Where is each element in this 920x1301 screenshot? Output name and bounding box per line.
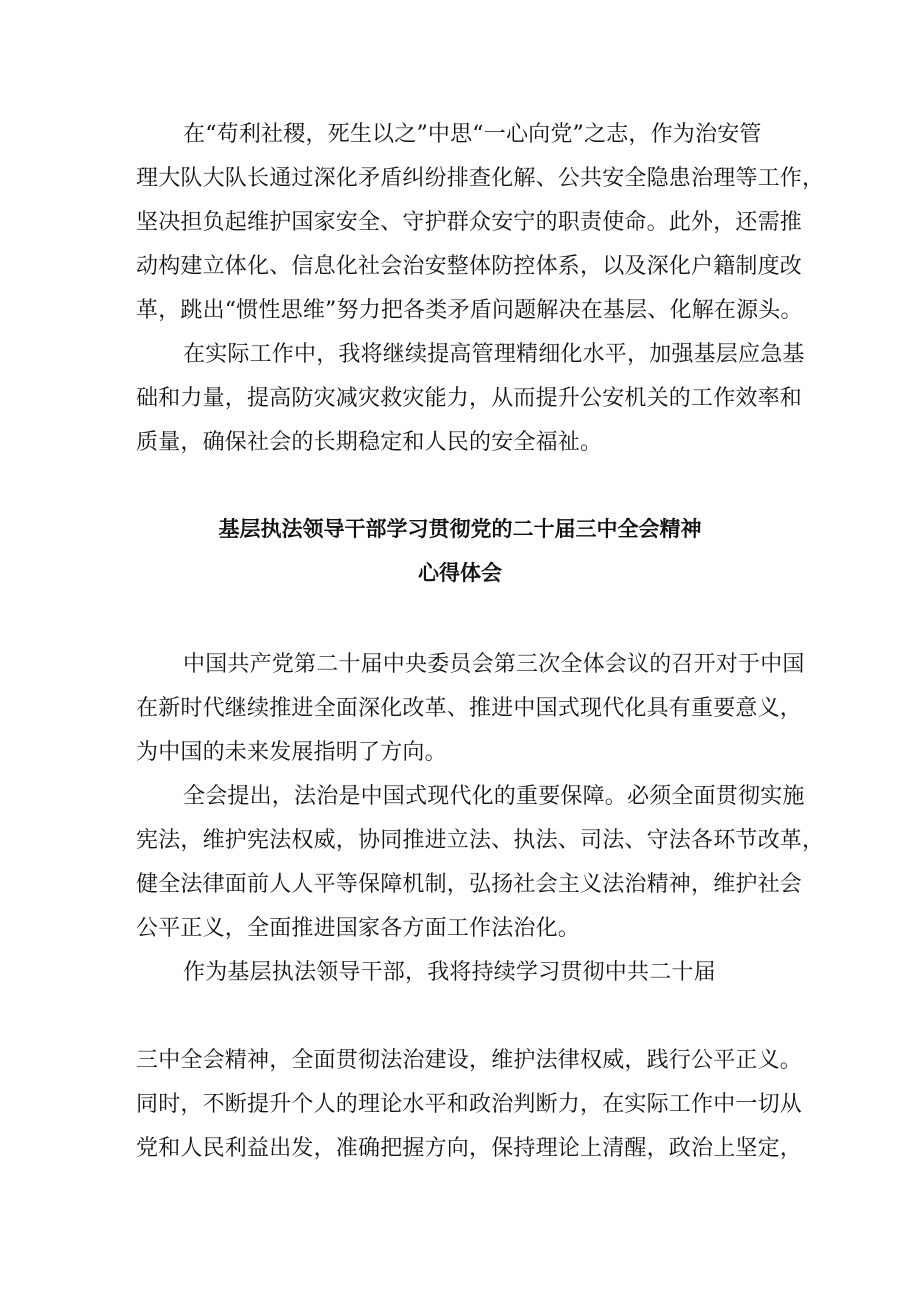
paragraph-line: 理大队大队长通过深化矛盾纠纷排查化解、公共安全隐患治理等工作，: [136, 166, 825, 191]
paragraph-line: 在“苟利社稷，死生以之”中思“一心向党”之志，作为治安管: [183, 122, 762, 147]
article-title: 基层执法领导干部学习贯彻党的二十届三中全会精神: [218, 517, 702, 541]
paragraph-line: 健全法律面前人人平等保障机制，弘扬社会主义法治精神，维护社会: [136, 872, 803, 897]
paragraph-line: 动构建立体化、信息化社会治安整体防控体系，以及深化户籍制度改: [136, 254, 803, 279]
paragraph-line: 同时，不断提升个人的理论水平和政治判断力，在实际工作中一切从: [136, 1092, 803, 1117]
paragraph-line: 中国共产党第二十届中央委员会第三次全体会议的召开对于中国: [183, 652, 805, 677]
paragraph-line: 在新时代继续推进全面深化改革、推进中国式现代化具有重要意义，: [136, 696, 803, 721]
paragraph-line: 公平正义，全面推进国家各方面工作法治化。: [136, 916, 581, 941]
paragraph-line: 作为基层执法领导干部，我将持续学习贯彻中共二十届: [183, 960, 716, 985]
paragraph-line: 宪法，维护宪法权威，协同推进立法、执法、司法、守法各环节改革，: [136, 828, 825, 853]
paragraph-line: 革，跳出“惯性思维”努力把各类矛盾问题解决在基层、化解在源头。: [136, 298, 803, 323]
paragraph-line: 础和力量，提高防灾减灾救灾能力，从而提升公安机关的工作效率和: [136, 386, 803, 411]
paragraph-line: 坚决担负起维护国家安全、守护群众安宁的职责使命。此外，还需推: [136, 210, 803, 235]
paragraph-line: 在实际工作中，我将继续提高管理精细化水平，加强基层应急基: [183, 342, 805, 367]
paragraph-line: 三中全会精神，全面贯彻法治建设，维护法律权威，践行公平正义。: [136, 1048, 803, 1073]
paragraph-line: 质量，确保社会的长期稳定和人民的安全福祉。: [136, 430, 603, 455]
paragraph-line: 全会提出，法治是中国式现代化的重要保障。必须全面贯彻实施: [183, 784, 805, 809]
paragraph-line: 党和人民利益出发，准确把握方向，保持理论上清醒，政治上坚定，: [136, 1136, 803, 1161]
paragraph-line: 为中国的未来发展指明了方向。: [136, 740, 447, 765]
article-subtitle: 心得体会: [418, 561, 502, 585]
